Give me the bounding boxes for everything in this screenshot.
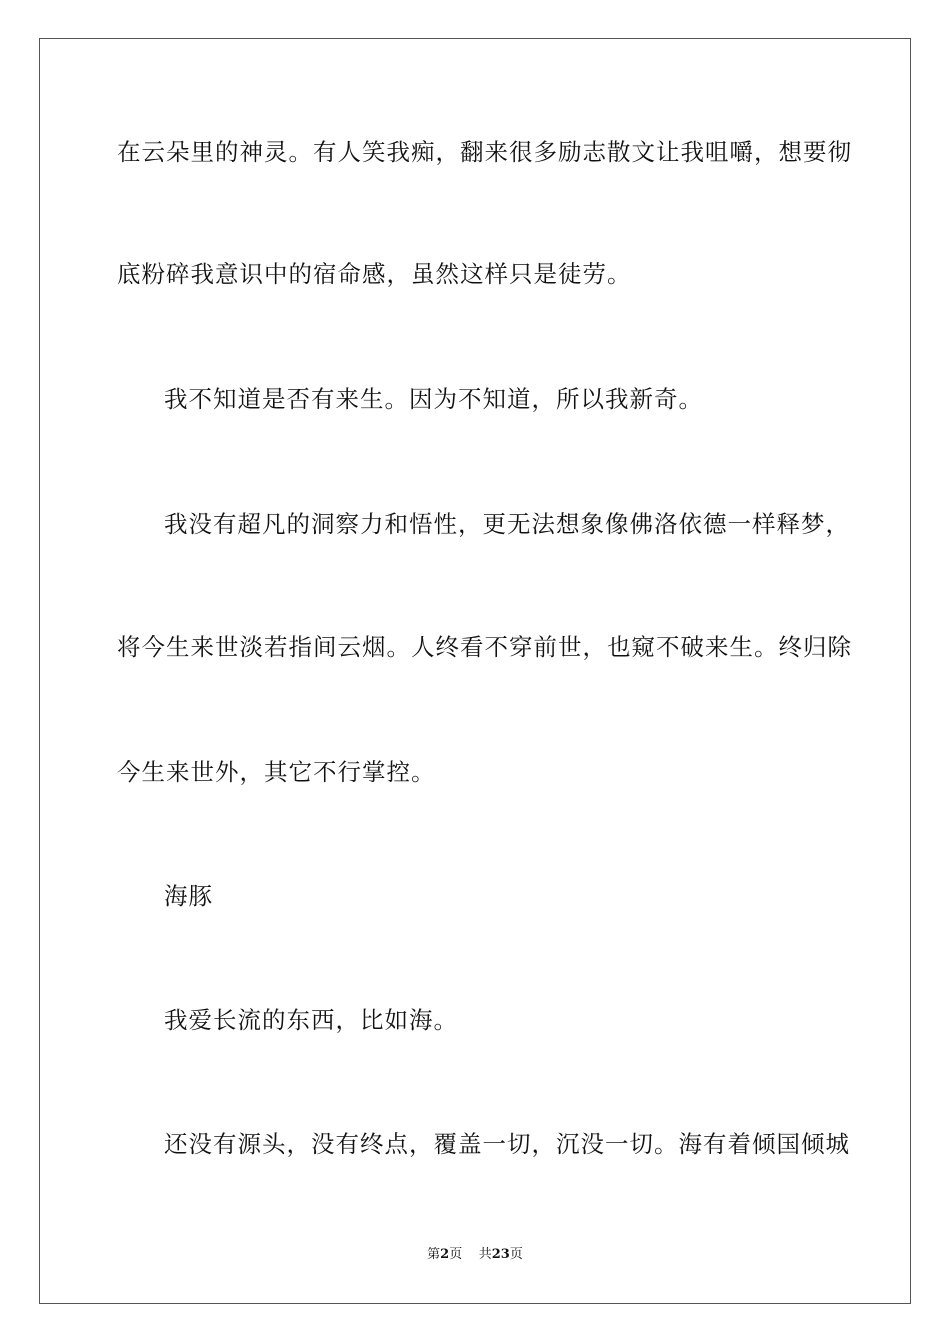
paragraph-line-4: 我没有超凡的洞察力和悟性，更无法想象像佛洛依德一样释梦， [164,510,850,538]
footer-total-suffix: 页 [509,1247,523,1262]
paragraph-line-1: 在云朵里的神灵。有人笑我痴，翻来很多励志散文让我咀嚼，想要彻 [117,138,852,166]
footer-total-pages: 23 [491,1247,510,1262]
paragraph-line-8: 还没有源头，没有终点，覆盖一切，沉没一切。海有着倾国倾城 [164,1130,850,1158]
paragraph-line-2: 底粉碎我意识中的宿命感，虽然这样只是徒劳。 [117,260,632,288]
paragraph-line-5: 将今生来世淡若指间云烟。人终看不穿前世，也窥不破来生。终归除 [117,633,852,661]
footer-page-prefix: 第 [427,1247,441,1262]
footer-page-number: 2 [440,1247,450,1262]
page-footer [0,1246,950,1264]
paragraph-line-3: 我不知道是否有来生。因为不知道，所以我新奇。 [164,385,703,413]
footer-total-prefix: 共 [478,1247,492,1262]
paragraph-line-6: 今生来世外，其它不行掌控。 [117,758,436,786]
page-frame [39,38,911,1304]
paragraph-line-7: 我爱长流的东西，比如海。 [164,1006,458,1034]
footer-page-suffix: 页 [449,1247,463,1262]
section-heading-dolphin: 海豚 [164,882,213,910]
